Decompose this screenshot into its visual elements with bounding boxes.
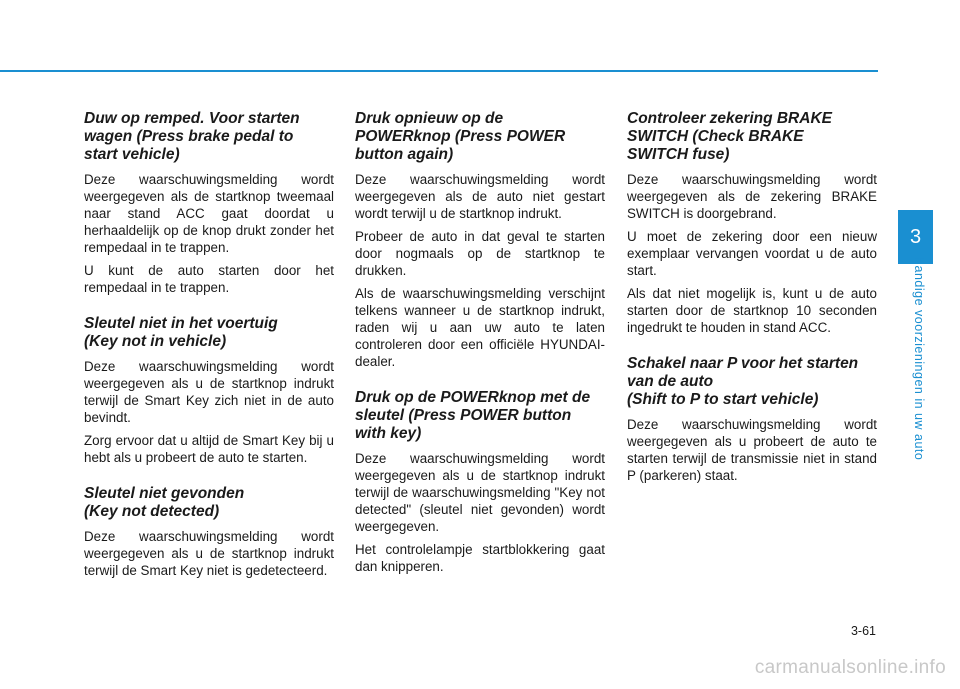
section-paragraph: Het controlelampje startblokkering gaat dan knipperen.: [355, 542, 605, 574]
section-paragraph: Deze waarschuwingsmelding wordt weergegeven als u probeert de auto te starten terwijl de transmissie niet in stand P (parkeren) staat.: [627, 417, 877, 483]
section-shift-to-p: [627, 355, 877, 484]
section-paragraph: Deze waarschuwingsmelding wordt weergegeven als de auto niet gestart wordt terwijl u de startknop indrukt.: [355, 172, 605, 221]
section-paragraph: Deze waarschuwingsmelding wordt weergegeven als de startknop tweemaal naar stand ACC gaat doordat u herhaaldelijk op de knop drukt zonder het rempedaal in te trappen.: [84, 172, 334, 255]
section-paragraph: Deze waarschuwingsmelding wordt weergegeven als u de startknop indrukt terwijl de Smart Key niet is gedetecteerd.: [84, 529, 334, 578]
section-paragraph: Als dat niet mogelijk is, kunt u de auto starten door de startknop 10 seconden ingedrukt te houden in stand ACC.: [627, 286, 877, 335]
section-paragraph: Deze waarschuwingsmelding wordt weergegeven als de zekering BRAKE SWITCH is doorgebrand.: [627, 172, 877, 221]
watermark: carmanualsonline.info: [754, 657, 946, 678]
section-paragraph: Probeer de auto in dat geval te starten door nogmaals op de startknop te drukken.: [355, 229, 605, 278]
header-rule: [0, 70, 878, 72]
section-press-power-with-key: [355, 389, 605, 575]
section-paragraph: Deze waarschuwingsmelding wordt weergegeven als u de startknop indrukt terwijl de waarschuwingsmelding "Key not detected" (sleutel niet gevonden) wordt weergegeven.: [355, 451, 605, 534]
section-paragraph: Zorg ervoor dat u altijd de Smart Key bij u hebt als u probeert de auto te starten.: [84, 433, 334, 465]
section-heading: Sleutel niet in het voertuig (Key not in vehicle): [84, 315, 278, 350]
section-heading: Sleutel niet gevonden (Key not detected): [84, 485, 245, 520]
section-press-power-again: [355, 110, 605, 370]
chapter-title: Handige voorzieningen in uw auto: [912, 256, 926, 461]
section-heading: Controleer zekering BRAKE SWITCH (Check BRAKE SWITCH fuse): [627, 110, 832, 163]
chapter-number-tab: 3: [898, 210, 933, 264]
section-press-brake-pedal: [84, 110, 334, 296]
section-heading: Druk opnieuw op de POWERknop (Press POWER button again): [355, 110, 566, 163]
section-key-not-in-vehicle: [84, 315, 334, 466]
section-paragraph: U moet de zekering door een nieuw exemplaar vervangen voordat u de auto start.: [627, 229, 877, 278]
section-heading: Schakel naar P voor het starten van de auto (Shift to P to start vehicle): [627, 355, 859, 408]
section-key-not-detected: [84, 485, 334, 579]
section-check-brake-switch-fuse: [627, 110, 877, 336]
content-column-3: [627, 110, 877, 503]
section-paragraph: Deze waarschuwingsmelding wordt weergegeven als u de startknop indrukt terwijl de Smart Key zich niet in de auto bevindt.: [84, 359, 334, 425]
page-number: 3-61: [850, 624, 876, 638]
content-column-1: [84, 110, 334, 598]
section-heading: Druk op de POWERknop met de sleutel (Press POWER button with key): [355, 389, 591, 442]
content-column-2: [355, 110, 605, 594]
section-paragraph: U kunt de auto starten door het rempedaal in te trappen.: [84, 263, 334, 295]
section-heading: Duw op remped. Voor starten wagen (Press brake pedal to start vehicle): [84, 110, 300, 163]
section-paragraph: Als de waarschuwingsmelding verschijnt telkens wanneer u de startknop indrukt, raden wij u aan uw auto te laten controleren door een officiële HYUNDAI-dealer.: [355, 286, 605, 369]
